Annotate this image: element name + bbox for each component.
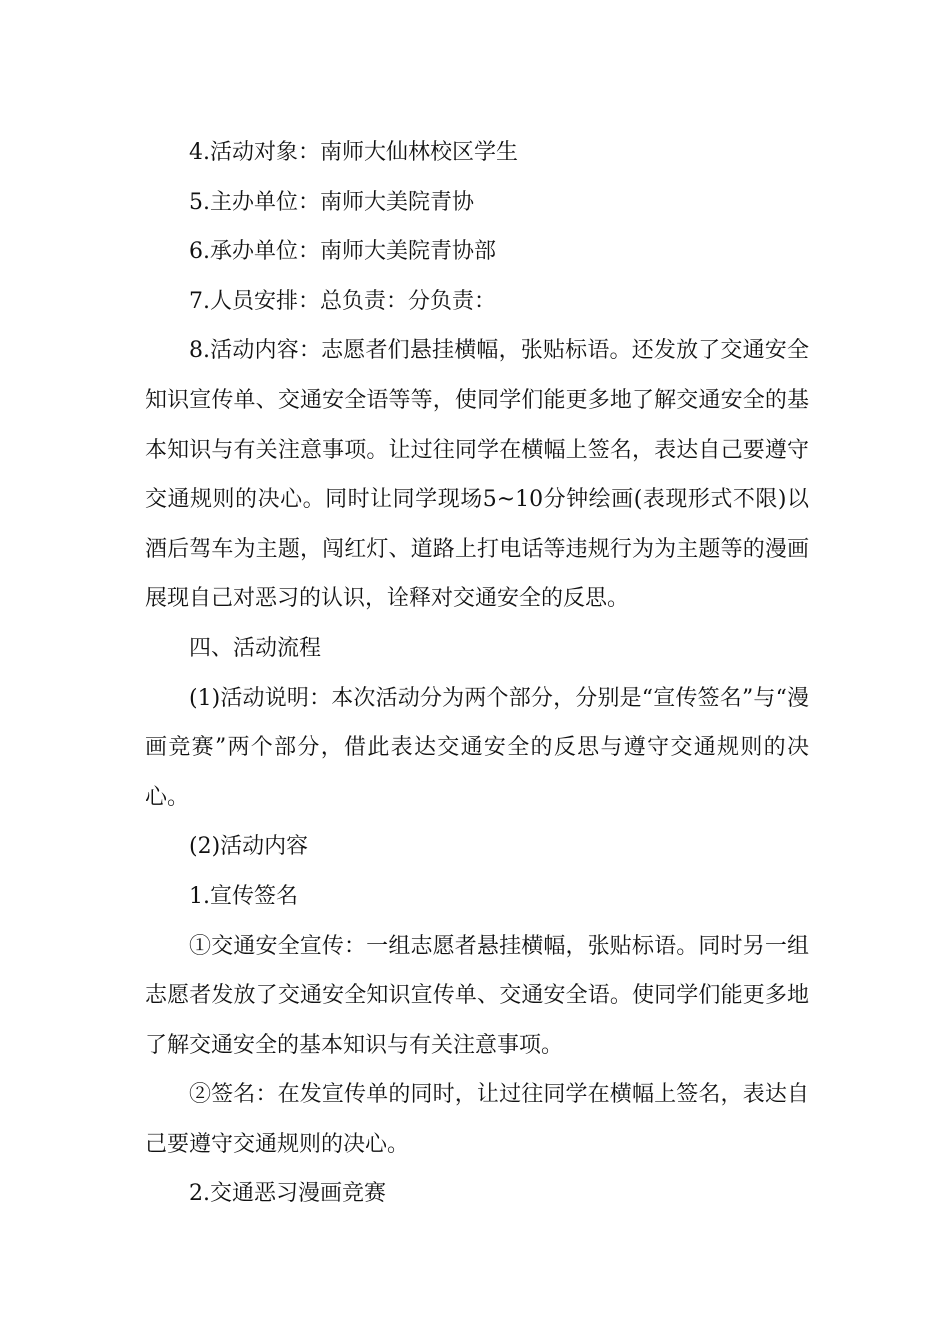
- subheading-activity-content: (2)活动内容: [189, 834, 309, 860]
- paragraph-safety-publicity: ①交通安全宣传：一组志愿者悬挂横幅，张贴标语。同时另一组志愿者发放了交通安全知识宣传单、交通安全语。使同学们能更多地了解交通安全的基本知识与有关注意事项。: [145, 933, 809, 1058]
- paragraph-signing: ②签名：在发宣传单的同时，让过往同学在横幅上签名，表达自己要遵守交通规则的决心。: [145, 1082, 809, 1157]
- paragraph-staffing: 7.人员安排：总负责：分负责：: [189, 288, 496, 314]
- paragraph-activity-content: 8.活动内容：志愿者们悬挂横幅，张贴标语。还发放了交通安全知识宣传单、交通安全语等等，使同学们能更多地了解交通安全的基本知识与有关注意事项。让过往同学在横幅上签名，表达自己要遵守交通规则的决心。同时让同学现场5~10分钟绘画(表现形式不限)以酒后驾车为主题，闯红灯、道路上打电话等违规行为为主题等的漫画展现自己对恶习的认识，诠释对交通安全的反思。: [145, 338, 809, 612]
- paragraph-organizer: 5.主办单位：南师大美院青协: [189, 189, 474, 215]
- paragraph-undertaker: 6.承办单位：南师大美院青协部: [189, 239, 496, 265]
- subheading-comic-contest: 2.交通恶习漫画竞赛: [189, 1181, 386, 1207]
- subheading-publicity-signing: 1.宣传签名: [189, 883, 298, 909]
- section-heading-activity-process: 四、活动流程: [189, 635, 322, 661]
- document-body: [145, 128, 809, 1219]
- paragraph-activity-target: 4.活动对象：南师大仙林校区学生: [189, 140, 518, 165]
- paragraph-activity-description: (1)活动说明：本次活动分为两个部分，分别是“宣传签名”与“漫画竞赛”两个部分，借此表达交通安全的反思与遵守交通规则的决心。: [145, 685, 809, 810]
